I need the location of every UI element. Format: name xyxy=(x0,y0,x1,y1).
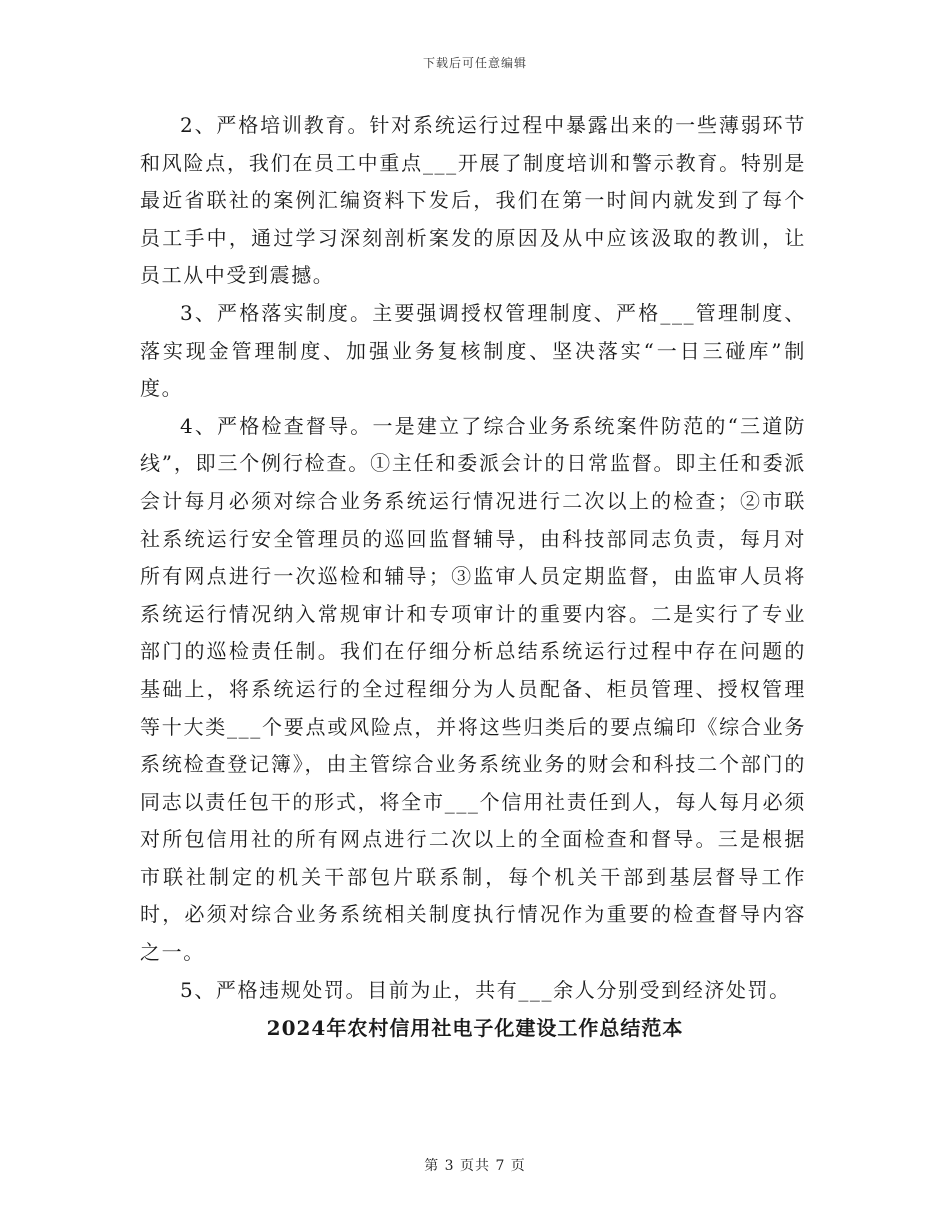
paragraph-inspection: 4、严格检查督导。一是建立了综合业务系统案件防范的“三道防线”，即三个例行检查。①主任和委派会计的日常监督。即主任和委派会计每月必须对综合业务系统运行情况进行二次以上的检查；②市联社系统运行安全管理员的巡回监督辅导，由科技部同志负责，每月对所有网点进行一次巡检和辅导；③监审人员定期监督，由监审人员将系统运行情况纳入常规审计和专项审计的重要内容。二是实行了专业部门的巡检责任制。我们在仔细分析总结系统运行过程中存在问题的基础上，将系统运行的全过程细分为人员配备、柜员管理、授权管理等十大类___个要点或风险点，并将这些归类后的要点编印《综合业务系统检查登记簿》，由主管综合业务系统业务的财会和科技二个部门的同志以责任包干的形式，将全市___个信用社责任到人，每人每月必须对所包信用社的所有网点进行二次以上的全面检查和督导。三是根据市联社制定的机关干部包片联系制，每个机关干部到基层督导工作时，必须对综合业务系统相关制度执行情况作为重要的检查督导内容之一。 xyxy=(140,413,806,965)
section-title: 2024年农村信用社电子化建设工作总结范本 xyxy=(266,1016,684,1040)
paragraph-penalty: 5、严格违规处罚。目前为止，共有___余人分别受到经济处罚。 xyxy=(180,977,791,1002)
header-note: 下载后可任意编辑 xyxy=(422,56,527,70)
document-body xyxy=(140,107,806,1009)
page-number: 第 3 页共 7 页 xyxy=(424,1158,526,1174)
paragraph-rules: 3、严格落实制度。主要强调授权管理制度、严格___管理制度、落实现金管理制度、加强业务复核制度、坚决落实“一日三碰库”制度。 xyxy=(140,300,806,401)
paragraph-training: 2、严格培训教育。针对系统运行过程中暴露出来的一些薄弱环节和风险点，我们在员工中重点___开展了制度培训和警示教育。特别是最近省联社的案例汇编资料下发后，我们在第一时间内就发到了每个员工手中，通过学习深刻剖析案发的原因及从中应该汲取的教训，让员工从中受到震撼。 xyxy=(140,113,806,288)
